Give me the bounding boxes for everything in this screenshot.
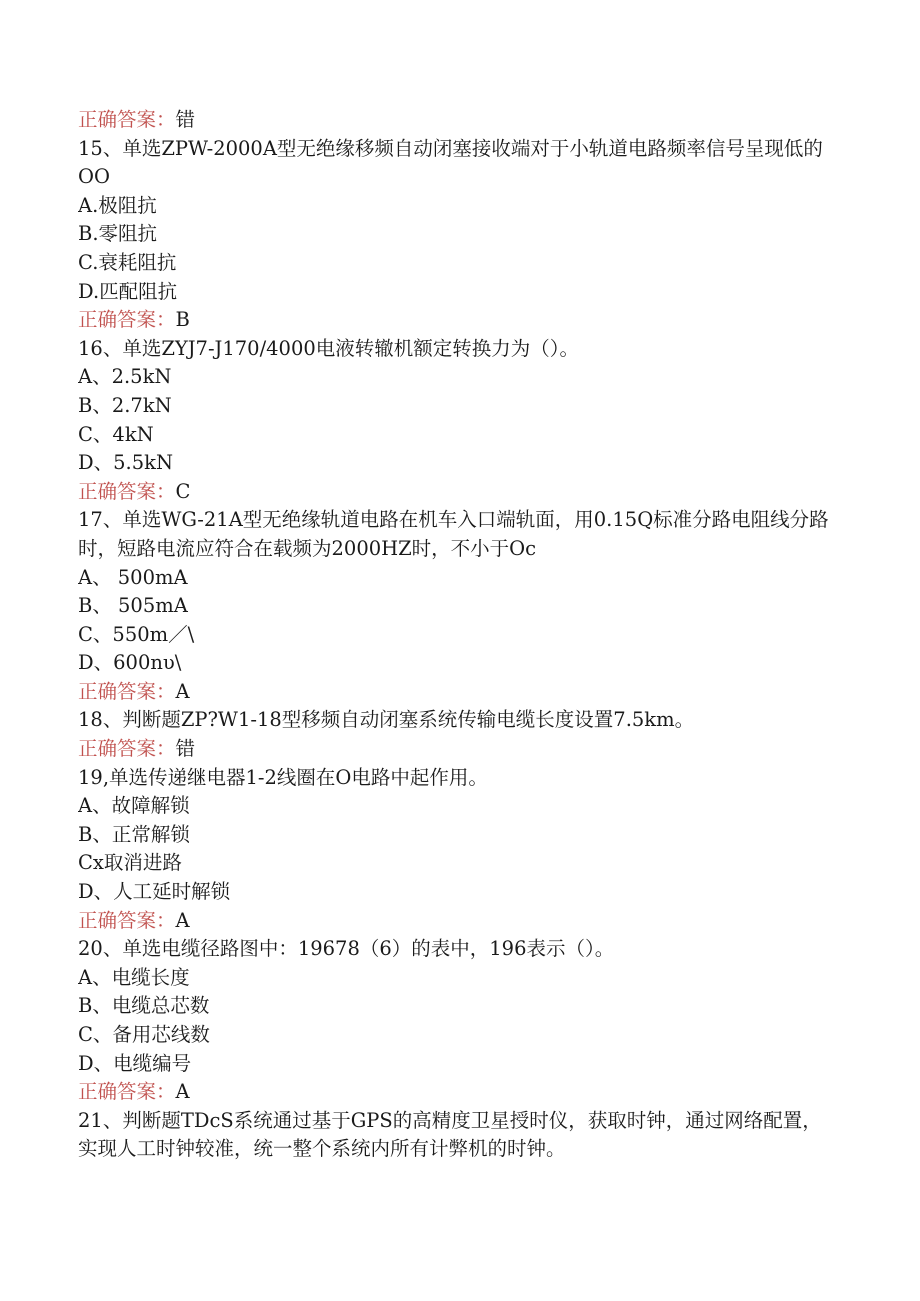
option-item: D.匹配阻抗: [78, 279, 178, 303]
option-item: A、 500mA: [78, 565, 188, 589]
question-text: 16、单选ZYJ7-J170/4000电液转辙机额定转换力为（）。: [78, 336, 580, 360]
option-item: B、正常解锁: [78, 822, 190, 846]
option-item: D、5.5kN: [78, 451, 174, 475]
answer-line: 正确答案：B: [78, 308, 190, 332]
option-item: C、4kN: [78, 422, 154, 446]
option-item: A.极阻抗: [78, 193, 157, 217]
option-item: B、 505mA: [78, 594, 188, 618]
question-text: 17、单选WG-21A型无绝缘轨道电路在机车入口端轨面，用0.15Q标准分路电阻线分路时，短路电流应符合在载频为2000HZ时，不小于Oc: [78, 508, 829, 560]
answer-line: 正确答案：错: [78, 108, 196, 131]
option-item: D、人工延时解锁: [78, 880, 231, 904]
answer-line: 正确答案：A: [78, 679, 190, 703]
question-text: 21、判断题TDcS系统通过基于GPS的高精度卫星授时仪，获取时钟，通过网络配置，实现人工时钟较准，统一整个系统内所有计弊机的时钟。: [78, 1108, 822, 1161]
option-item: B、2.7kN: [78, 393, 172, 417]
question-text: 20、单选电缆径路图中：19678（6）的表中，196表示（）。: [78, 937, 615, 961]
answer-line: 正确答案：C: [78, 479, 191, 503]
answer-line: 正确答案：A: [78, 1080, 190, 1104]
option-item: A、故障解锁: [78, 794, 190, 818]
option-item: A、2.5kN: [78, 365, 172, 389]
option-item: D、600nυ\: [78, 651, 182, 675]
option-item: C、备用芯线数: [78, 1023, 210, 1046]
option-item: A、电缆长度: [78, 965, 190, 989]
option-item: C.衰耗阻抗: [78, 250, 177, 274]
document-page: [78, 106, 838, 1164]
answer-line: 正确答案：错: [78, 737, 196, 761]
option-item: C、550m／\: [78, 622, 195, 646]
option-item: B、电缆总芯数: [78, 994, 210, 1018]
answer-line: 正确答案：A: [78, 908, 190, 932]
question-text: 19,单选传递继电器1-2线圈在O电路中起作用。: [78, 765, 488, 789]
option-item: D、电缆编号: [78, 1051, 192, 1075]
option-item: B.零阻抗: [78, 222, 158, 246]
question-text: 15、单选ZPW-2000A型无绝缘移频自动闭塞接收端对于小轨道电路频率信号呈现低的OO: [78, 136, 823, 189]
question-text: 18、判断题ZP?W1-18型移频自动闭塞系统传输电缆长度设置7.5km。: [78, 708, 695, 732]
option-item: Cx取消进路: [78, 851, 182, 875]
